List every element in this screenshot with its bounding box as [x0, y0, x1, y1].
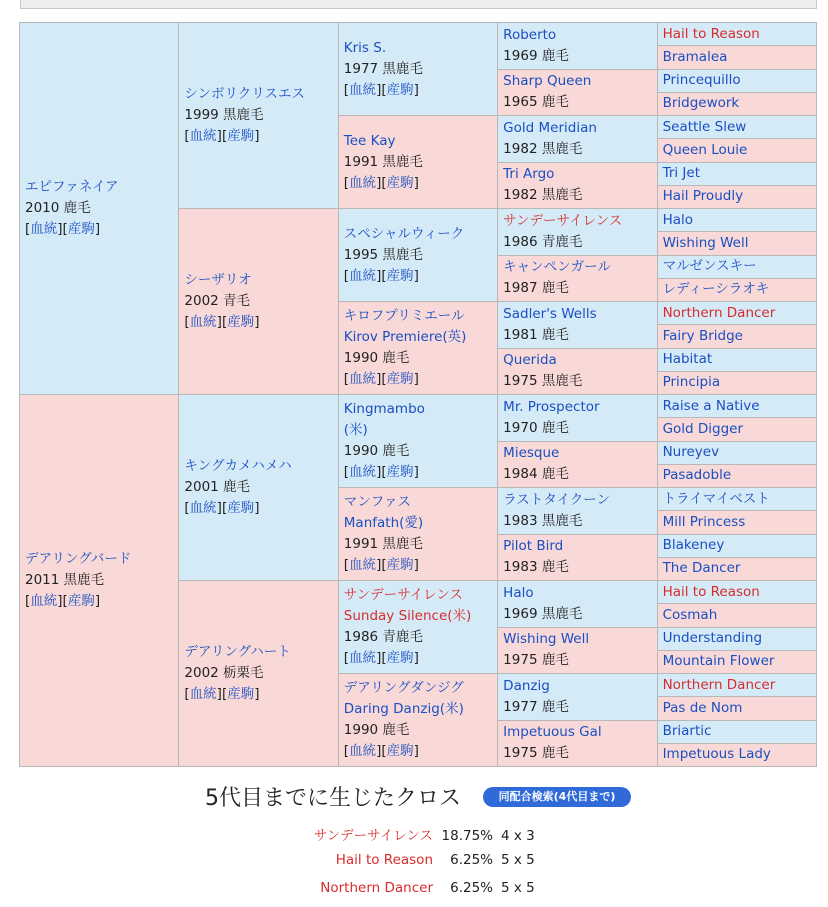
horse-name-link[interactable]: Tee Kay [343, 132, 396, 149]
horse-name-link[interactable]: Impetuous Gal [503, 724, 602, 741]
horse-name-link[interactable]: ラストタイクーン [503, 491, 610, 508]
pedigree-link[interactable]: 血統 [349, 557, 377, 573]
horse-year-color: 1990 鹿毛 [343, 443, 410, 459]
gen4-horse-cell [498, 488, 657, 535]
horse-name-link[interactable]: サンデーサイレンス [503, 212, 623, 229]
horse-name-link[interactable]: マンファス [343, 494, 412, 510]
gen3-horse-cell [338, 395, 497, 488]
cross-title: 5代目までに生じたクロス [205, 786, 461, 811]
cross-percent: 6.25% [450, 852, 493, 868]
pedigree-link[interactable]: 血統 [349, 81, 377, 98]
cross-row-1 [250, 852, 535, 868]
gen5-horse-cell [657, 46, 816, 69]
progeny-link[interactable]: 産駒 [227, 128, 255, 144]
horse-name-link[interactable]: トライマイベスト [662, 490, 770, 507]
pedigree-links: [血統][産駒] [343, 464, 419, 480]
horse-year-color: 1965 鹿毛 [503, 94, 569, 111]
pedigree-link[interactable]: 血統 [349, 267, 377, 284]
horse-name-link[interactable]: デアリングダンジグ [343, 680, 464, 696]
horse-name-link[interactable]: Northern Dancer [662, 304, 776, 321]
horse-name-link[interactable]: Miesque [503, 445, 560, 462]
horse-year-color: 1990 鹿毛 [343, 722, 410, 738]
gen4-horse-cell [498, 674, 657, 721]
gen2-horse-cell [179, 23, 338, 209]
previous-section-edge [20, 0, 817, 9]
gen3-horse-cell [338, 302, 497, 395]
horse-year-color: 1984 鹿毛 [503, 466, 569, 483]
horse-year-color: 1969 鹿毛 [503, 47, 569, 64]
horse-name-link[interactable]: Briartic [662, 723, 712, 740]
gen5-horse-cell [657, 720, 816, 743]
gen5-horse-cell [657, 627, 816, 650]
progeny-link[interactable]: 産駒 [386, 464, 414, 480]
horse-alt-name-link[interactable]: Kirov Premiere(英) [343, 329, 467, 345]
gen4-horse-cell [498, 581, 657, 628]
cross-generation: 5 x 5 [501, 880, 535, 896]
cross-horse-link[interactable]: Northern Dancer [320, 880, 433, 896]
horse-name-link[interactable]: Danzig [503, 677, 550, 694]
horse-name-link[interactable]: デアリングハート [184, 644, 291, 660]
gen5-horse-cell [657, 23, 816, 46]
horse-name-link[interactable]: The Dancer [662, 560, 741, 577]
horse-name-link[interactable]: Sadler's Wells [503, 305, 597, 322]
pedigree-links: [血統][産駒] [184, 500, 260, 516]
horse-name-link[interactable]: Northern Dancer [662, 676, 776, 693]
gen3-horse-cell [338, 581, 497, 674]
horse-year-color: 1981 鹿毛 [503, 326, 569, 343]
gen5-horse-cell [657, 674, 816, 697]
horse-year-color: 1975 鹿毛 [503, 745, 569, 762]
horse-name-link[interactable]: Kingmambo [343, 401, 425, 417]
cross-row-0 [250, 824, 535, 844]
horse-year-color: 2002 青毛 [184, 293, 251, 309]
cross-generation: 5 x 5 [501, 852, 535, 868]
horse-year-color: 2001 鹿毛 [184, 479, 251, 495]
gen4-horse-cell [498, 720, 657, 767]
gen5-horse-cell [657, 743, 816, 766]
pedigree-links: [血統][産駒] [25, 593, 101, 609]
progeny-link[interactable]: 産駒 [386, 81, 414, 98]
pedigree-link[interactable]: 血統 [189, 500, 217, 516]
cross-horse-link[interactable]: サンデーサイレンス [313, 828, 433, 844]
horse-name-link[interactable]: キングカメハメハ [184, 458, 292, 474]
horse-alt-name-link[interactable]: (米) [343, 422, 368, 438]
horse-year-color: 1975 黒鹿毛 [503, 373, 583, 390]
gen5-horse-cell [657, 348, 816, 371]
gen5-horse-cell [657, 604, 816, 627]
same-mating-search-button[interactable]: 同配合検索(4代目まで) [483, 787, 631, 807]
horse-year-color: 2010 鹿毛 [25, 200, 91, 216]
horse-name-link[interactable]: マルゼンスキー [662, 258, 757, 275]
horse-year-color: 1969 黒鹿毛 [503, 605, 583, 622]
gen5-horse-cell [657, 278, 816, 301]
horse-name-link[interactable]: Sharp Queen [503, 73, 592, 90]
horse-name-link[interactable]: Kris S. [343, 39, 387, 56]
gen5-horse-cell [657, 325, 816, 348]
pedigree-links: [血統][産駒] [343, 267, 419, 284]
horse-year-color: 1986 青鹿毛 [503, 233, 583, 250]
horse-name-link[interactable]: スペシャルウィーク [343, 225, 465, 242]
pedigree-links: [血統][産駒] [184, 314, 260, 330]
horse-year-color: 1983 黒鹿毛 [503, 512, 583, 529]
horse-name-link[interactable]: Halo [503, 584, 534, 601]
gen3-horse-cell [338, 209, 497, 302]
gen1-horse-cell [20, 395, 179, 767]
pedigree-links: [血統][産駒] [184, 686, 260, 702]
horse-year-color: 2011 黒鹿毛 [25, 572, 105, 588]
pedigree-link[interactable]: 血統 [349, 464, 377, 480]
horse-name-link[interactable]: Mr. Prospector [503, 398, 600, 415]
gen5-horse-cell [657, 139, 816, 162]
horse-name-link[interactable]: Hail Proudly [662, 188, 744, 205]
gen5-horse-cell [657, 534, 816, 557]
gen4-horse-cell [498, 23, 657, 70]
gen5-horse-cell [657, 232, 816, 255]
gen4-horse-cell [498, 116, 657, 163]
pedigree-link[interactable]: 血統 [349, 743, 377, 759]
gen5-horse-cell [657, 69, 816, 92]
cross-row-2 [250, 880, 535, 896]
gen5-horse-cell [657, 418, 816, 441]
horse-name-link[interactable]: Mill Princess [662, 513, 746, 530]
progeny-link[interactable]: 産駒 [386, 371, 414, 387]
pedigree-links: [血統][産駒] [25, 221, 101, 237]
horse-name-link[interactable]: Pas de Nom [662, 699, 743, 716]
horse-name-link[interactable]: シンボリクリスエス [184, 86, 306, 102]
horse-name-link[interactable]: Princequillo [662, 72, 741, 89]
horse-name-link[interactable]: Blakeney [662, 537, 725, 554]
horse-alt-name-link[interactable]: Daring Danzig(米) [343, 701, 464, 717]
gen5-horse-cell [657, 581, 816, 604]
progeny-link[interactable]: 産駒 [386, 174, 414, 191]
gen4-horse-cell [498, 69, 657, 116]
pedigree-links: [血統][産駒] [343, 371, 419, 387]
horse-name-link[interactable]: レディーシラオキ [662, 281, 770, 298]
horse-name-link[interactable]: エピファネイア [25, 179, 119, 195]
horse-year-color: 1991 黒鹿毛 [343, 536, 423, 552]
progeny-link[interactable]: 産駒 [386, 650, 414, 666]
horse-name-link[interactable]: シーザリオ [184, 272, 252, 288]
gen4-horse-cell [498, 302, 657, 349]
pedigree-link[interactable]: 血統 [189, 686, 217, 702]
horse-year-color: 2002 栃栗毛 [184, 665, 264, 681]
horse-name-link[interactable]: Roberto [503, 26, 557, 43]
gen5-horse-cell [657, 464, 816, 487]
pedigree-links: [血統][産駒] [343, 650, 419, 666]
gen4-horse-cell [498, 395, 657, 442]
horse-name-link[interactable]: Wishing Well [662, 234, 749, 251]
horse-name-link[interactable]: Understanding [662, 630, 763, 647]
horse-name-link[interactable]: Seattle Slew [662, 118, 747, 135]
gen4-horse-cell [498, 441, 657, 488]
progeny-link[interactable]: 産駒 [227, 686, 255, 702]
horse-name-link[interactable]: Impetuous Lady [662, 746, 771, 763]
horse-name-link[interactable]: Querida [503, 352, 557, 369]
pedigree-links: [血統][産駒] [343, 557, 419, 573]
horse-name-link[interactable]: Queen Louie [662, 141, 748, 158]
cross-percent: 6.25% [450, 880, 493, 896]
horse-name-link[interactable]: Habitat [662, 351, 713, 368]
pedigree-links: [血統][産駒] [343, 743, 419, 759]
pedigree-links: [血統][産駒] [343, 174, 419, 191]
gen5-horse-cell [657, 395, 816, 418]
pedigree-link[interactable]: 血統 [349, 650, 377, 666]
horse-year-color: 1977 鹿毛 [503, 698, 569, 715]
gen5-horse-cell [657, 650, 816, 673]
horse-year-color: 1999 黒鹿毛 [184, 107, 264, 123]
pedigree-link[interactable]: 血統 [349, 174, 377, 191]
gen5-horse-cell [657, 488, 816, 511]
gen1-horse-cell [20, 23, 179, 395]
horse-name-link[interactable]: Nureyev [662, 444, 720, 461]
horse-name-link[interactable]: Bramalea [662, 48, 728, 65]
horse-year-color: 1970 鹿毛 [503, 419, 569, 436]
gen4-horse-cell [498, 534, 657, 581]
cross-percent: 18.75% [441, 828, 493, 844]
horse-year-color: 1986 青鹿毛 [343, 629, 423, 645]
horse-year-color: 1990 鹿毛 [343, 350, 410, 366]
horse-name-link[interactable]: Cosmah [662, 606, 718, 623]
gen5-horse-cell [657, 302, 816, 325]
horse-name-link[interactable]: Pasadoble [662, 467, 732, 484]
horse-name-link[interactable]: Bridgework [662, 95, 740, 112]
gen4-horse-cell [498, 255, 657, 302]
pedigree-link[interactable]: 血統 [189, 314, 217, 330]
progeny-link[interactable]: 産駒 [386, 267, 414, 284]
horse-year-color: 1975 鹿毛 [503, 652, 569, 669]
gen3-horse-cell [338, 674, 497, 767]
gen5-horse-cell [657, 116, 816, 139]
horse-year-color: 1995 黒鹿毛 [343, 246, 423, 263]
progeny-link[interactable]: 産駒 [227, 500, 255, 516]
gen4-horse-cell [498, 209, 657, 256]
horse-name-link[interactable]: Hail to Reason [662, 583, 760, 600]
gen5-horse-cell [657, 185, 816, 208]
horse-name-link[interactable]: デアリングバード [25, 551, 132, 567]
horse-year-color: 1982 黒鹿毛 [503, 187, 583, 204]
gen5-horse-cell [657, 162, 816, 185]
gen5-horse-cell [657, 511, 816, 534]
pedigree-links: [血統][産駒] [343, 81, 419, 98]
gen2-horse-cell [179, 395, 338, 581]
horse-year-color: 1982 黒鹿毛 [503, 140, 583, 157]
gen5-horse-cell [657, 92, 816, 115]
progeny-link[interactable]: 産駒 [67, 593, 95, 609]
pedigree-links: [血統][産駒] [184, 128, 260, 144]
horse-name-link[interactable]: Mountain Flower [662, 653, 775, 670]
horse-name-link[interactable]: サンデーサイレンス [343, 587, 463, 603]
horse-alt-name-link[interactable]: Sunday Silence(米) [343, 608, 472, 624]
cross-horse-link[interactable]: Hail to Reason [335, 852, 433, 868]
horse-name-link[interactable]: Tri Argo [503, 166, 555, 183]
pedigree-link[interactable]: 血統 [30, 221, 58, 237]
pedigree-link[interactable]: 血統 [189, 128, 217, 144]
gen4-horse-cell [498, 627, 657, 674]
gen4-horse-cell [498, 348, 657, 395]
gen4-horse-cell [498, 162, 657, 209]
progeny-link[interactable]: 産駒 [386, 557, 414, 573]
horse-name-link[interactable]: Fairy Bridge [662, 327, 743, 344]
horse-name-link[interactable]: Tri Jet [662, 165, 700, 182]
pedigree-table [19, 22, 817, 767]
gen5-horse-cell [657, 557, 816, 580]
progeny-link[interactable]: 産駒 [227, 314, 255, 330]
horse-year-color: 1987 鹿毛 [503, 280, 569, 297]
horse-year-color: 1983 鹿毛 [503, 559, 569, 576]
gen5-horse-cell [657, 255, 816, 278]
cross-generation: 4 x 3 [501, 828, 535, 844]
gen3-horse-cell [338, 116, 497, 209]
gen5-horse-cell [657, 371, 816, 394]
progeny-link[interactable]: 産駒 [386, 743, 414, 759]
horse-name-link[interactable]: Wishing Well [503, 631, 590, 648]
gen5-horse-cell [657, 697, 816, 720]
pedigree-link[interactable]: 血統 [349, 371, 377, 387]
progeny-link[interactable]: 産駒 [67, 221, 95, 237]
gen3-horse-cell [338, 23, 497, 116]
horse-name-link[interactable]: Pilot Bird [503, 538, 564, 555]
horse-year-color: 1991 黒鹿毛 [343, 153, 423, 170]
horse-year-color: 1977 黒鹿毛 [343, 60, 423, 77]
horse-name-link[interactable]: Hail to Reason [662, 25, 760, 42]
horse-name-link[interactable]: Halo [662, 211, 693, 228]
gen5-horse-cell [657, 441, 816, 464]
horse-name-link[interactable]: Raise a Native [662, 397, 760, 414]
horse-name-link[interactable]: キャンペンガール [503, 259, 611, 276]
gen5-horse-cell [657, 209, 816, 232]
horse-name-link[interactable]: キロフプリミエール [343, 308, 465, 324]
horse-name-link[interactable]: Principia [662, 374, 721, 391]
gen3-horse-cell [338, 488, 497, 581]
horse-alt-name-link[interactable]: Manfath(愛) [343, 515, 424, 531]
gen2-horse-cell [179, 581, 338, 767]
horse-name-link[interactable]: Gold Digger [662, 420, 744, 437]
horse-name-link[interactable]: Gold Meridian [503, 119, 597, 136]
gen2-horse-cell [179, 209, 338, 395]
pedigree-link[interactable]: 血統 [30, 593, 58, 609]
